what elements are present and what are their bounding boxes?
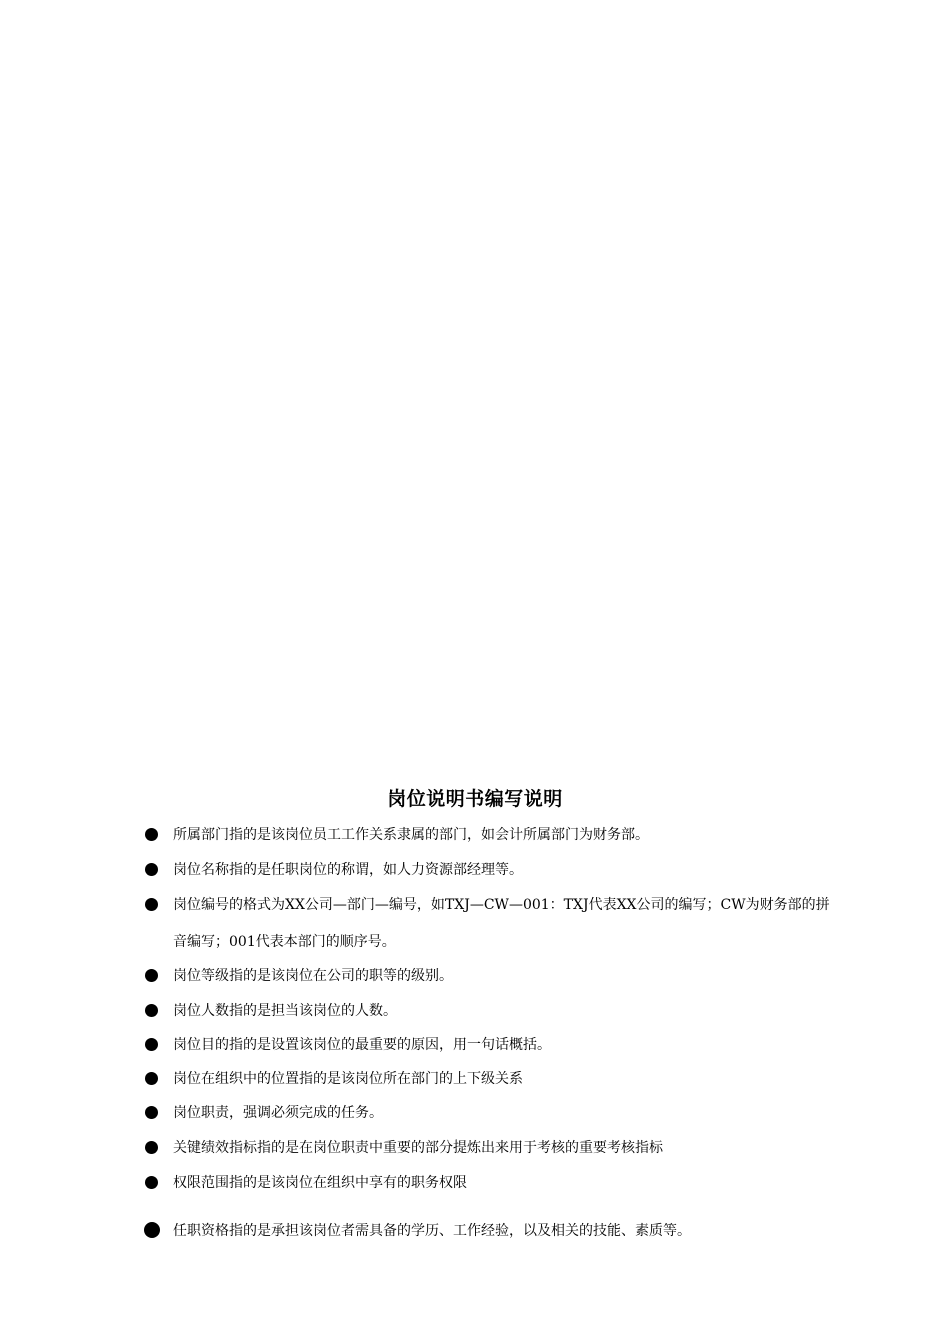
bullet-icon: [145, 1141, 158, 1154]
list-item-text: 岗位目的指的是设置该岗位的最重要的原因，用一句话概括。: [173, 1037, 551, 1053]
bullet-icon: [145, 969, 158, 982]
list-item: [145, 1102, 845, 1124]
bullet-icon: [145, 1038, 158, 1051]
bullet-icon: [145, 898, 158, 911]
bullet-icon: [145, 1072, 158, 1085]
list-item-text: 岗位等级指的是该岗位在公司的职等的级别。: [173, 968, 453, 984]
list-item-text: 岗位职责，强调必须完成的任务。: [173, 1105, 383, 1121]
list-item: [145, 859, 845, 881]
list-item: [145, 824, 845, 846]
list-item-text: 任职资格指的是承担该岗位者需具备的学历、工作经验，以及相关的技能、素质等。: [173, 1223, 691, 1239]
document-title: 岗位说明书编写说明: [387, 788, 563, 810]
bullet-icon: [145, 1176, 158, 1189]
list-item-text: 岗位名称指的是任职岗位的称谓，如人力资源部经理等。: [173, 862, 523, 878]
bullet-icon: [145, 863, 158, 876]
list-item-text: 岗位在组织中的位置指的是该岗位所在部门的上下级关系: [173, 1071, 523, 1087]
list-item-text: 岗位人数指的是担当该岗位的人数。: [173, 1003, 397, 1019]
list-item: [145, 1172, 845, 1194]
bullet-icon: [145, 1106, 158, 1119]
list-item: [145, 1137, 845, 1159]
list-item: [145, 1034, 845, 1056]
list-item-text: 岗位编号的格式为XX公司—部门—编号，如TXJ—CW—001：TXJ代表XX公司的编写；CW为财务部的拼音编写；001代表本部门的顺序号。: [173, 897, 830, 950]
list-item: [145, 965, 845, 987]
bullet-icon: [144, 1222, 160, 1238]
bullet-icon: [145, 1004, 158, 1017]
list-item: [145, 1000, 845, 1022]
list-item-text: 权限范围指的是该岗位在组织中享有的职务权限: [173, 1175, 467, 1191]
bullet-icon: [145, 828, 158, 841]
list-item-text: 所属部门指的是该岗位员工工作关系隶属的部门，如会计所属部门为财务部。: [173, 827, 649, 843]
list-item: [145, 894, 845, 961]
list-item-text: 关键绩效指标指的是在岗位职责中重要的部分提炼出来用于考核的重要考核指标: [173, 1140, 663, 1156]
list-item: [145, 1068, 845, 1090]
list-item: [145, 1220, 845, 1242]
